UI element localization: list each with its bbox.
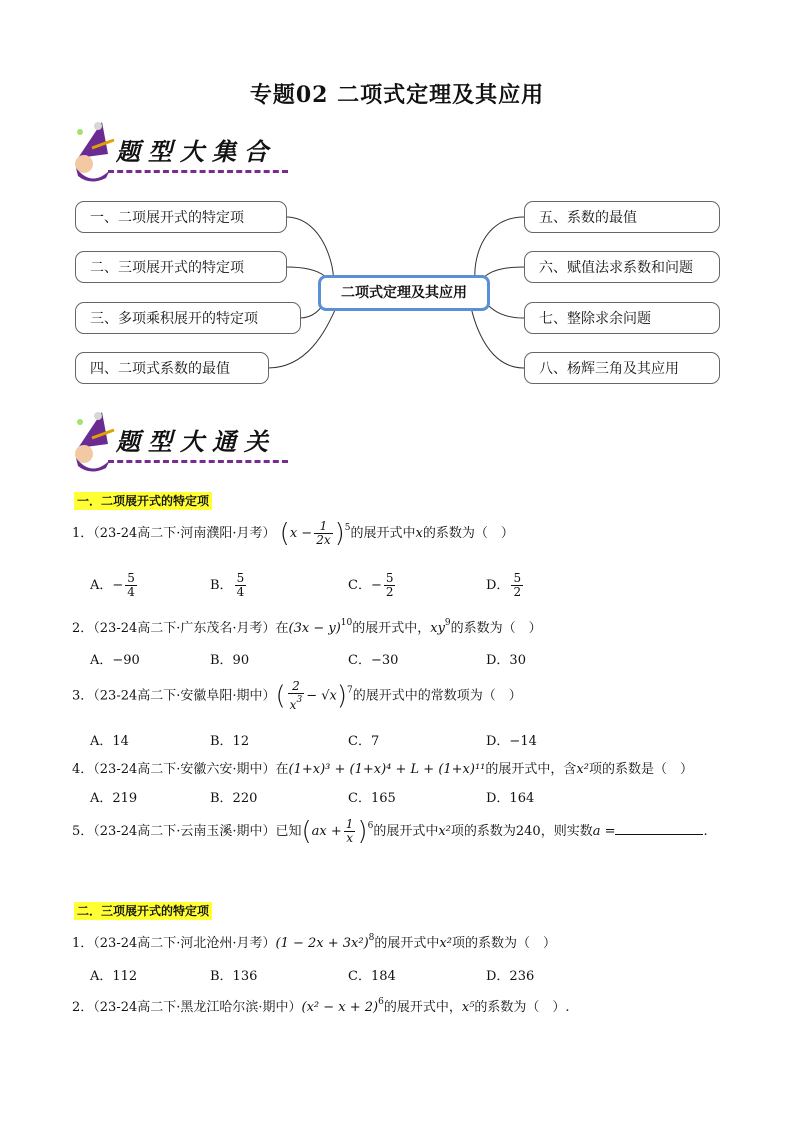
mindmap-item-4: 四、二项式系数的最值 xyxy=(75,352,269,384)
fraction: $\frac{1}{2x}$ xyxy=(316,519,331,547)
mindmap-item-1: 一、二项展开式的特定项 xyxy=(75,201,287,233)
question-source: 3．（23-24高二下·安徽阜阳·期中） xyxy=(72,688,276,704)
question-6 xyxy=(72,932,556,951)
question-text: 的系数为（ ）. xyxy=(474,1000,570,1015)
banner-underline xyxy=(108,460,288,463)
option-d: D．236 xyxy=(486,969,535,984)
question-1: 1．（23-24高二下·河南濮阳·月考） (x − $\frac{1}{2x}$ )$^5$的展开式中x的系数为（ ） xyxy=(72,518,514,549)
option-b: B．136 xyxy=(210,969,258,984)
question-source: （23-24高二下·河南濮阳·月考） xyxy=(93,526,276,541)
option-d: D．164 xyxy=(486,791,535,806)
banner-title: 题型大集合 xyxy=(116,137,276,166)
banner-underline xyxy=(108,170,288,173)
option-d: D．30 xyxy=(486,653,526,668)
option-c: C．−30 xyxy=(348,653,399,668)
page-title: 专题02 二项式定理及其应用 xyxy=(249,82,545,108)
expr: (3x − y) xyxy=(288,621,341,636)
banner-topic-practice xyxy=(72,408,302,474)
expr: − √x xyxy=(306,688,337,704)
term: x² xyxy=(438,824,451,839)
mindmap-item-2: 二、三项展开式的特定项 xyxy=(75,251,287,283)
question-text: 项的系数是（ ） xyxy=(588,762,693,777)
question-7 xyxy=(72,996,570,1015)
question-2: 2．（23-24高二下·广东茂名·月考）在$(3x - y)^{10}$的展开式中，$xy^9$的系数为（ ） xyxy=(72,618,542,636)
mindmap-item-5: 五、系数的最值 xyxy=(524,201,720,233)
question-text: 2．（23-24高二下·黑龙江哈尔滨·期中） xyxy=(72,1000,302,1015)
question-text: 的展开式中，含 xyxy=(485,762,577,777)
question-number: 1． xyxy=(72,526,94,541)
variable: a = xyxy=(592,824,616,839)
option-b: B．90 xyxy=(210,653,250,668)
question-text: 的展开式中 xyxy=(373,824,439,839)
term: x⁵ xyxy=(461,1000,475,1015)
section-heading-2: 二．三项展开式的特定项 xyxy=(74,902,212,920)
question-5: 5．（23-24高二下·云南玉溪·期中）已知(ax + $\frac{1}{x}$ )$^6$的展开式中x²项的系数为240，则实数a = . xyxy=(72,816,708,847)
option-c: C．184 xyxy=(348,969,396,984)
fraction: $\frac{2}{x^3}$ xyxy=(289,679,303,712)
exponent: 8 xyxy=(368,933,375,943)
question-text: 的展开式中， xyxy=(383,1000,462,1015)
option-a: A．− $\frac{5}{4}$ xyxy=(90,571,135,599)
answer-blank[interactable] xyxy=(615,822,703,835)
expr: (1 − 2x + 3x²) xyxy=(275,936,369,951)
option-d: D． $\frac{5}{2}$ xyxy=(486,571,522,599)
question-text: 的展开式中的常数项为（ ） xyxy=(352,688,522,704)
expr: (1+x)³ + (1+x)⁴ + L + (1+x)¹¹ xyxy=(288,762,486,777)
question-3: 3．（23-24高二下·安徽阜阳·期中）( $\frac{2}{x^3}$ − √x)$^7$的展开式中的常数项为（ ） xyxy=(72,679,522,712)
wizard-icon xyxy=(72,118,120,184)
option-c: C．165 xyxy=(348,791,396,806)
exponent: 6 xyxy=(378,997,384,1007)
term: x² xyxy=(439,936,452,951)
variable: x xyxy=(415,526,423,541)
question-text: 的展开式中， xyxy=(352,621,431,636)
question-text: 2．（23-24高二下·广东茂名·月考）在 xyxy=(72,621,289,636)
wizard-icon xyxy=(72,408,120,474)
question-4 xyxy=(72,758,693,777)
option-a: A．−90 xyxy=(90,653,140,668)
expr: ax + xyxy=(311,824,342,839)
expr: (x² − x + 2) xyxy=(301,1000,379,1015)
banner-title: 题型大通关 xyxy=(116,427,276,456)
exponent: 10 xyxy=(340,618,353,628)
option-a: A．219 xyxy=(90,791,138,806)
question-text: 1．（23-24高二下·河北沧州·月考） xyxy=(72,936,276,951)
option-b: B．220 xyxy=(210,791,258,806)
exponent: 7 xyxy=(346,685,353,696)
exponent: 5 xyxy=(344,523,351,533)
question-text: 的系数为（ ） xyxy=(450,621,542,636)
mindmap-item-8: 八、杨辉三角及其应用 xyxy=(524,352,720,384)
option-a: A．14 xyxy=(90,734,129,749)
option-b: B．12 xyxy=(210,734,250,749)
mindmap-item-7: 七、整除求余问题 xyxy=(524,302,720,334)
question-text: 的展开式中 xyxy=(374,936,440,951)
question-text: 5．（23-24高二下·云南玉溪·期中）已知 xyxy=(72,824,302,839)
fraction: $\frac{1}{x}$ xyxy=(345,817,354,845)
option-a: A．112 xyxy=(90,969,138,984)
question-text: 的展开式中 xyxy=(350,526,416,541)
option-c: C．− $\frac{5}{2}$ xyxy=(348,571,394,599)
mindmap-item-3: 三、多项乘积展开的特定项 xyxy=(75,302,301,334)
banner-topic-collection xyxy=(72,118,302,184)
term: x² xyxy=(576,762,589,777)
mindmap-item-6: 六、赋值法求系数和问题 xyxy=(524,251,720,283)
option-d: D．−14 xyxy=(486,734,537,749)
exponent: 6 xyxy=(367,821,374,831)
mindmap-center: 二项式定理及其应用 xyxy=(318,275,490,311)
term: xy xyxy=(430,621,445,636)
question-text: 4．（23-24高二下·安徽六安·期中）在 xyxy=(72,762,289,777)
question-text: 项的系数为240，则实数 xyxy=(450,824,593,839)
option-b: B． $\frac{5}{4}$ xyxy=(210,571,245,599)
section-heading-1: 一．二项展开式的特定项 xyxy=(74,492,212,510)
question-text: 的系数为（ ） xyxy=(422,526,514,541)
question-text: 项的系数为（ ） xyxy=(451,936,556,951)
option-c: C．7 xyxy=(348,734,380,749)
expr: x − xyxy=(289,526,313,541)
